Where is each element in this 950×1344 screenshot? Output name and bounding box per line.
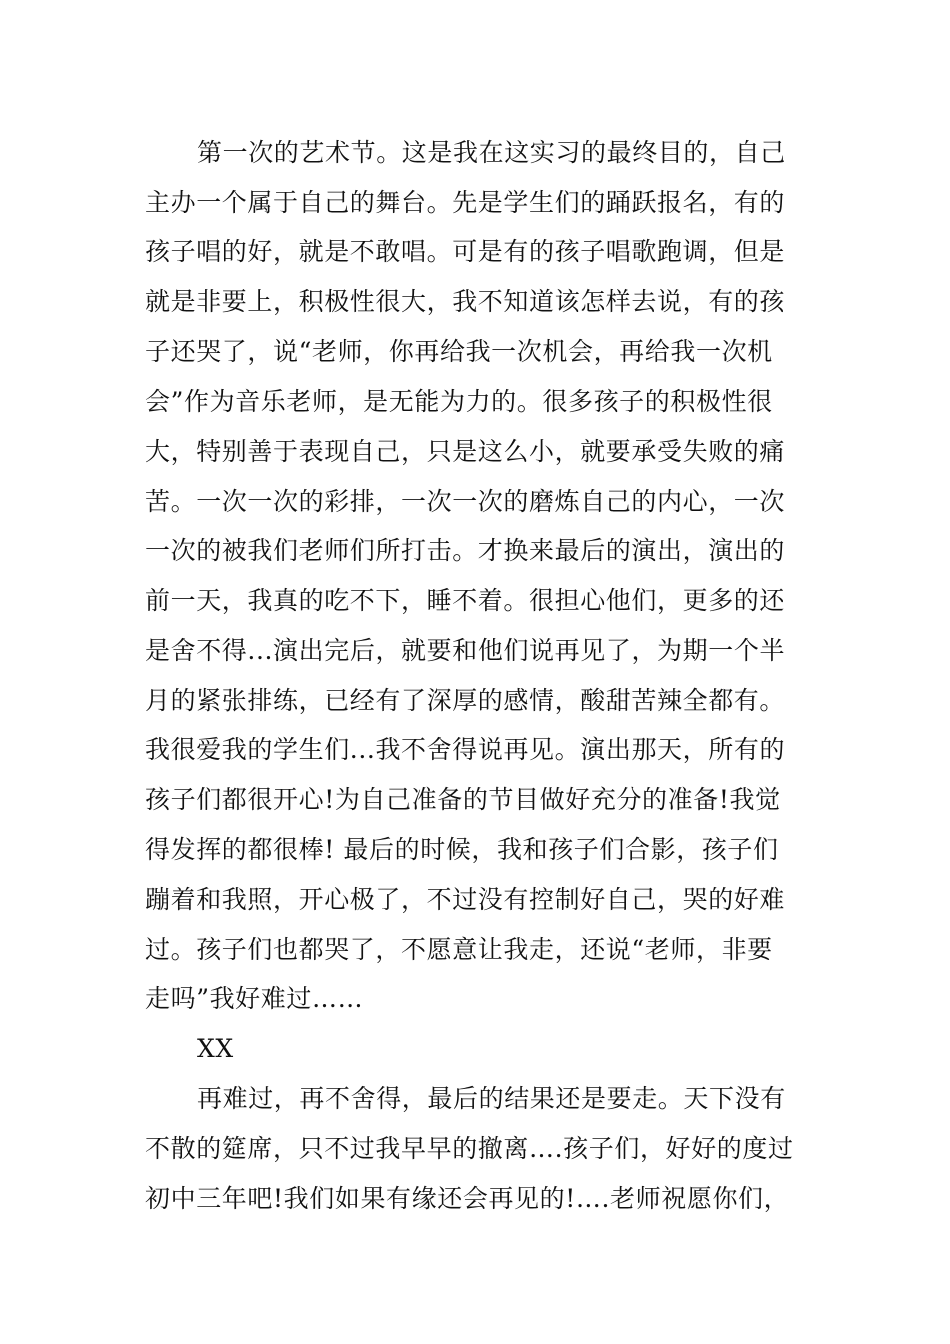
paragraph-1-line-9: 一次的被我们老师们所打击。才换来最后的演出，演出的 bbox=[145, 536, 786, 565]
paragraph-1-line-4: 就是非要上，积极性很大，我不知道该怎样去说，有的孩 bbox=[145, 287, 786, 316]
paragraph-1-line-6: 会”作为音乐老师，是无能为力的。很多孩子的积极性很 bbox=[145, 387, 773, 416]
section-heading-xx: XX bbox=[197, 1034, 234, 1063]
paragraph-1-line-14: 孩子们都很开心!为自己准备的节目做好充分的准备!我觉 bbox=[145, 785, 781, 814]
paragraph-1-line-12: 月的紧张排练，已经有了深厚的感情，酸甜苦辣全都有。 bbox=[145, 686, 786, 715]
paragraph-1-line-15: 得发挥的都很棒! 最后的时候，我和孩子们合影，孩子们 bbox=[145, 835, 779, 864]
paragraph-1-line-16: 蹦着和我照，开心极了，不过没有控制好自己，哭的好难 bbox=[145, 885, 786, 914]
paragraph-2-line-3: 初中三年吧!我们如果有缘还会再见的!….老师祝愿你们， bbox=[145, 1184, 790, 1213]
paragraph-1-line-8: 苦。一次一次的彩排，一次一次的磨炼自己的内心，一次 bbox=[145, 487, 786, 516]
paragraph-1-line-5: 子还哭了，说“老师，你再给我一次机会，再给我一次机 bbox=[145, 337, 773, 366]
paragraph-1-line-1: 第一次的艺术节。这是我在这实习的最终目的，自己 bbox=[197, 138, 786, 167]
paragraph-1-line-13: 我很爱我的学生们...我不舍得说再见。演出那天，所有的 bbox=[145, 735, 786, 764]
paragraph-1-line-7: 大，特别善于表现自己，只是这么小，就要承受失败的痛 bbox=[145, 437, 786, 466]
paragraph-1-line-3: 孩子唱的好，就是不敢唱。可是有的孩子唱歌跑调，但是 bbox=[145, 237, 786, 266]
paragraph-1-line-2: 主办一个属于自己的舞台。先是学生们的踊跃报名，有的 bbox=[145, 188, 786, 217]
paragraph-1-line-18: 走吗”我好难过…… bbox=[145, 984, 364, 1013]
paragraph-1-line-10: 前一天，我真的吃不下，睡不着。很担心他们，更多的还 bbox=[145, 586, 786, 615]
paragraph-2-line-1: 再难过，再不舍得，最后的结果还是要走。天下没有 bbox=[197, 1084, 786, 1113]
paragraph-2-line-2: 不散的筵席，只不过我早早的撤离….孩子们，好好的度过 bbox=[145, 1134, 794, 1163]
paragraph-1-line-11: 是舍不得...演出完后，就要和他们说再见了，为期一个半 bbox=[145, 636, 786, 665]
paragraph-1-line-17: 过。孩子们也都哭了，不愿意让我走，还说“老师，非要 bbox=[145, 935, 773, 964]
